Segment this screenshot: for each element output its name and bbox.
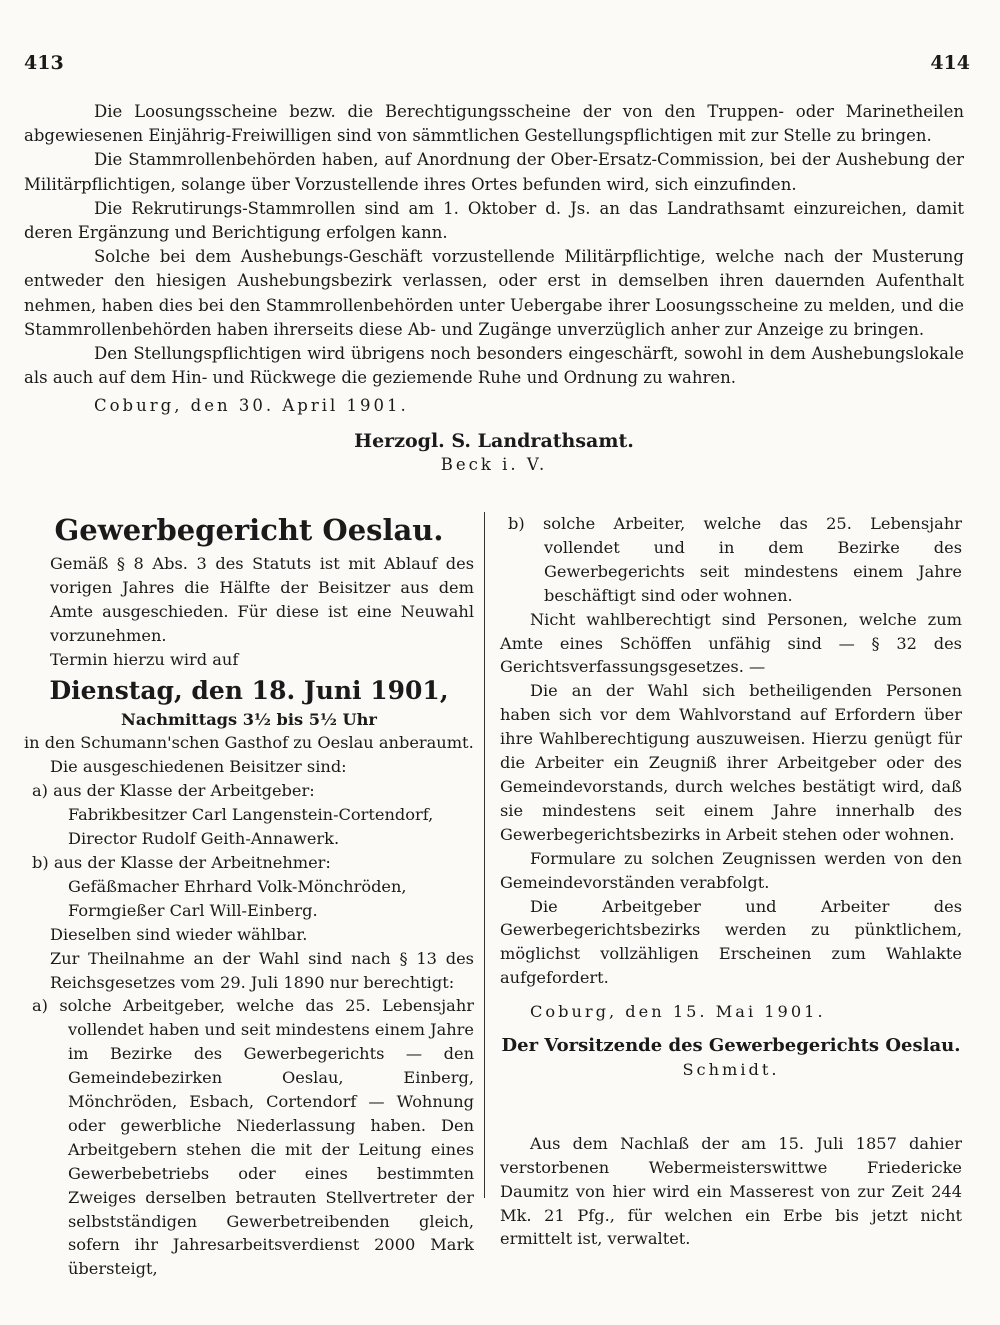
list-label: a) aus der Klasse der Arbeitgeber: [32, 781, 315, 801]
paragraph: Termin hierzu wird auf [50, 649, 239, 669]
list-item: b) solche Arbeiter, welche das 25. Lebensjahr vollendet und in dem Bezirke des Gewerbegerichts seit mindestens einem Jahre beschäftigt sind oder wohnen. [508, 514, 962, 605]
right-column [500, 512, 962, 1251]
paragraph: Die Rekrutirungs-Stammrollen sind am 1. Oktober d. Js. an das Landrathsamt einzureichen, damit deren Ergänzung und Berichtigung erfolgen kann. [24, 198, 964, 243]
list-label: b) aus der Klasse der Arbeitnehmer: [32, 852, 331, 872]
paragraph: Zur Theilnahme an der Wahl sind nach § 13 des Reichsgesetzes vom 29. Juli 1890 nur berechtigt: [50, 948, 474, 992]
list-item: Formgießer Carl Will-Einberg. [68, 900, 318, 920]
list-item: Gefäßmacher Ehrhard Volk-Mönchröden, [68, 876, 407, 896]
election-date: Dienstag, den 18. Juni 1901, [49, 675, 449, 705]
page-number-left: 413 [24, 52, 64, 74]
paragraph: Die ausgeschiedenen Beisitzer sind: [50, 757, 347, 777]
list-item: Director Rudolf Geith-Annawerk. [68, 829, 340, 849]
paragraph: Die an der Wahl sich betheiligenden Personen haben sich vor dem Wahlvorstand auf Erfordern über ihre Wahlberechtigung auszuweisen. Hierzu genügt für die Arbeiter ein Zeugniß ihrer Arbeitgeber oder des Gemeindevorstands, durch welches bestätigt wird, daß sie mindestens seit einem Jahre innerhalb des Gewerbegerichtsbezirks in Arbeit stehen oder wohnen. [500, 681, 962, 844]
paragraph: Dieselben sind wieder wählbar. [50, 924, 308, 944]
section-heading: Gewerbegericht Oeslau. [54, 513, 444, 547]
authority-signature: Der Vorsitzende des Gewerbegerichts Oeslau. [501, 1035, 961, 1057]
paragraph: Nicht wahlberechtigt sind Personen, welche zum Amte eines Schöffen unfähig sind — § 32 des Gerichtsverfassungsgesetzes. — [500, 609, 962, 677]
authority-signature: Herzogl. S. Landrathsamt. [354, 429, 634, 452]
paragraph: Aus dem Nachlaß der am 15. Juli 1857 dahier verstorbenen Webermeisterswittwe Friedericke Daumitz von hier wird ein Masserest von zur Zeit 244 Mk. 21 Pfg., für welchen ein Erbe bis jetzt nicht ermittelt ist, verwaltet. [500, 1133, 962, 1249]
paragraph: Die Loosungsscheine bezw. die Berechtigungsscheine der von den Truppen- oder Marinetheilen abgewiesenen Einjährig-Freiwilligen sind von sämmtlichen Gestellungspflichtigen mit zur Stelle zu bringen. [24, 102, 964, 146]
left-column [24, 508, 474, 1281]
notice-recruitment [24, 100, 964, 477]
paragraph: Formulare zu solchen Zeugnissen werden von den Gemeindevorständen verabfolgt. [500, 848, 962, 892]
paragraph: Gemäß § 8 Abs. 3 des Statuts ist mit Ablauf des vorigen Jahres die Hälfte der Beisitzer aus dem Amte ausgeschieden. Für diese ist eine Neuwahl vorzunehmen. [50, 554, 474, 645]
signer-name: Beck i. V. [440, 454, 548, 474]
paragraph: Die Stammrollenbehörden haben, auf Anordnung der Ober-Ersatz-Commission, bei der Aushebung der Militärpflichtigen, solange über Vorzustellende ihres Ortes befunden wird, sich einzufinden. [24, 150, 964, 194]
list-item: a) solche Arbeitgeber, welche das 25. Lebensjahr vollendet haben und seit mindestens einem Jahre im Bezirke des Gewerbegerichts — den Gemeindebezirken Oeslau, Einberg, Mönchröden, Esbach, Cortendorf — Wohnung oder gewerbliche Niederlassung haben. Den Arbeitgebern stehen die mit der Leitung eines Gewerbebetriebs oder eines bestimmten Zweiges derselben betrauten Stellvertreter der selbstständigen Gewerbetreibenden gleich, sofern ihr Jahresarbeitsverdienst 2000 Mark übersteigt, [32, 996, 474, 1279]
paragraph: Die Arbeitgeber und Arbeiter des Gewerbegerichtsbezirks werden zu pünktlichem, möglichst vollzähligen Erscheinen zum Wahlakte aufgefordert. [500, 896, 962, 988]
dateline: Coburg, den 15. Mai 1901. [530, 1002, 826, 1022]
signer-name: Schmidt. [682, 1059, 780, 1079]
paragraph: in den Schumann'schen Gasthof zu Oeslau anberaumt. [24, 733, 474, 753]
paragraph: Den Stellungspflichtigen wird übrigens noch besonders eingeschärft, sowohl in dem Aushebungslokale als auch auf dem Hin- und Rückwege die geziemende Ruhe und Ordnung zu wahren. [24, 344, 964, 388]
paragraph: Solche bei dem Aushebungs-Geschäft vorzustellende Militärpflichtige, welche nach der Musterung entweder den hiesigen Aushebungsbezirk verlassen, oder erst in demselben ihren dauernden Aufenthalt nehmen, haben dies bei den Stammrollenbehörden unter Uebergabe ihrer Loosungsscheine zu melden, und die Stammrollenbehörden haben ihrerseits diese Ab- und Zugänge unverzüglich anher zur Anzeige zu bringen. [24, 247, 964, 339]
dateline: Coburg, den 30. April 1901. [94, 396, 409, 416]
page-number-right: 414 [930, 52, 970, 74]
list-item: Fabrikbesitzer Carl Langenstein-Cortendorf, [68, 805, 434, 825]
column-divider [484, 512, 485, 1198]
election-time: Nachmittags 3½ bis 5½ Uhr [121, 709, 377, 729]
